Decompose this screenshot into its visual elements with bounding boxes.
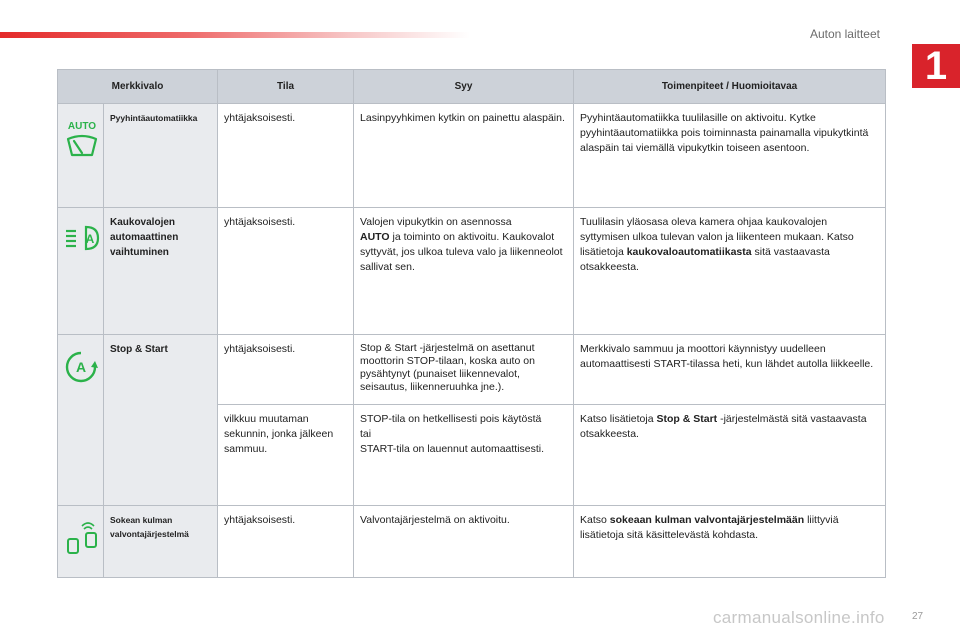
action-text: liittyviä lisätietoja sitä käsittelevästä kohdasta.: [580, 514, 839, 541]
action-text: Katso: [580, 514, 607, 526]
indicator-icon-cell: [58, 506, 104, 578]
action-text: sitä vastaavasta otsakkeesta.: [580, 246, 830, 273]
table-row: [58, 104, 886, 208]
svg-text:A: A: [85, 232, 95, 246]
cause-cell: Lasinpyyhkimen kytkin on painettu alaspäin.: [354, 104, 574, 208]
header-state: Tila: [218, 70, 354, 104]
page-number: 27: [912, 611, 924, 622]
action-cell: Pyyhintäautomatiikka tuulilasille on aktivoitu. Kytke pyyhintäautomatiikka pois toiminnasta painamalla vipukytkintä alaspäin tai viemällä vipukytkin toiseen asentoon.: [574, 104, 886, 208]
chapter-number-badge: 1: [912, 44, 960, 88]
action-text: Katso lisätietoja: [580, 413, 654, 425]
state-cell: yhtäjaksoisesti.: [218, 104, 354, 208]
state-cell: yhtäjaksoisesti.: [218, 506, 354, 578]
cause-text: STOP-tila on hetkellisesti pois käytöstä: [360, 413, 542, 425]
table-row: [58, 335, 886, 405]
state-cell: vilkkuu muutaman sekunnin, jonka jälkeen sammuu.: [218, 405, 354, 506]
table-row: [58, 208, 886, 335]
header-indicator: Merkkivalo: [58, 70, 218, 104]
section-title: Auton laitteet: [809, 27, 880, 41]
cause-cell: Stop & Start -järjestelmä on asettanut moottorin STOP-tilaan, koska auto on pysähtynyt (punaiset liikennevalot, seisautus, liikenneruuhka jne.).: [354, 335, 574, 405]
auto-high-beam-icon: [64, 215, 97, 253]
warning-lights-table: [57, 69, 886, 578]
action-cell: [574, 405, 886, 506]
table-row: [58, 506, 886, 578]
indicator-name: Stop & Start: [104, 335, 218, 506]
cause-cell: [354, 405, 574, 506]
header-cause: Syy: [354, 70, 574, 104]
cause-cell: [354, 208, 574, 335]
action-emphasis: kaukovaloautomatiikasta: [626, 246, 752, 258]
indicator-name: Sokean kulman valvontajärjestelmä: [104, 506, 218, 578]
action-cell: [574, 506, 886, 578]
indicator-icon-cell: [58, 335, 104, 506]
action-text: -järjestelmästä sitä vastaavasta otsakkeesta.: [580, 413, 867, 440]
auto-wiper-icon: [64, 111, 97, 159]
indicator-name: Kaukovalojen automaattinen vaihtuminen: [104, 208, 218, 335]
cause-text: ja toiminto on aktivoitu. Kaukovalot syttyvät, jos ulkoa tuleva valo ja liikenneolot sallivat sen.: [360, 231, 563, 273]
footer-watermark: carmanualsonline.info: [713, 608, 885, 627]
header-accent-bar: [0, 32, 470, 38]
cause-emphasis: AUTO: [360, 231, 390, 243]
cause-cell: Valvontajärjestelmä on aktivoitu.: [354, 506, 574, 578]
svg-text:A: A: [75, 359, 87, 375]
action-emphasis: Stop & Start: [656, 413, 718, 425]
action-cell: [574, 208, 886, 335]
stop-start-icon: [64, 342, 97, 384]
indicator-name: Pyyhintäautomatiikka: [104, 104, 218, 208]
cause-text: tai: [360, 428, 372, 440]
state-cell: yhtäjaksoisesti.: [218, 208, 354, 335]
indicator-icon-cell: [58, 104, 104, 208]
indicator-icon-cell: [58, 208, 104, 335]
svg-text:AUTO: AUTO: [67, 121, 97, 132]
action-text: Tuulilasin yläosasa oleva kamera ohjaa kaukovalojen syttymisen ulkoa tulevan valon ja liikenteen mukaan. Katso lisätietoja: [580, 216, 854, 258]
header-action: Toimenpiteet / Huomioitavaa: [574, 70, 886, 104]
action-cell: Merkkivalo sammuu ja moottori käynnistyy uudelleen automaattisesti START-tilassa heti, kun lähdet autolla liikkeelle.: [574, 335, 886, 405]
cause-text: Valojen vipukytkin on asennossa: [360, 216, 512, 228]
blind-spot-icon: [64, 513, 97, 557]
table-header-row: [58, 70, 886, 104]
cause-text: START-tila on lauennut automaattisesti.: [360, 443, 545, 455]
state-cell: yhtäjaksoisesti.: [218, 335, 354, 405]
action-emphasis: sokeaan kulman valvontajärjestelmään: [609, 514, 805, 526]
